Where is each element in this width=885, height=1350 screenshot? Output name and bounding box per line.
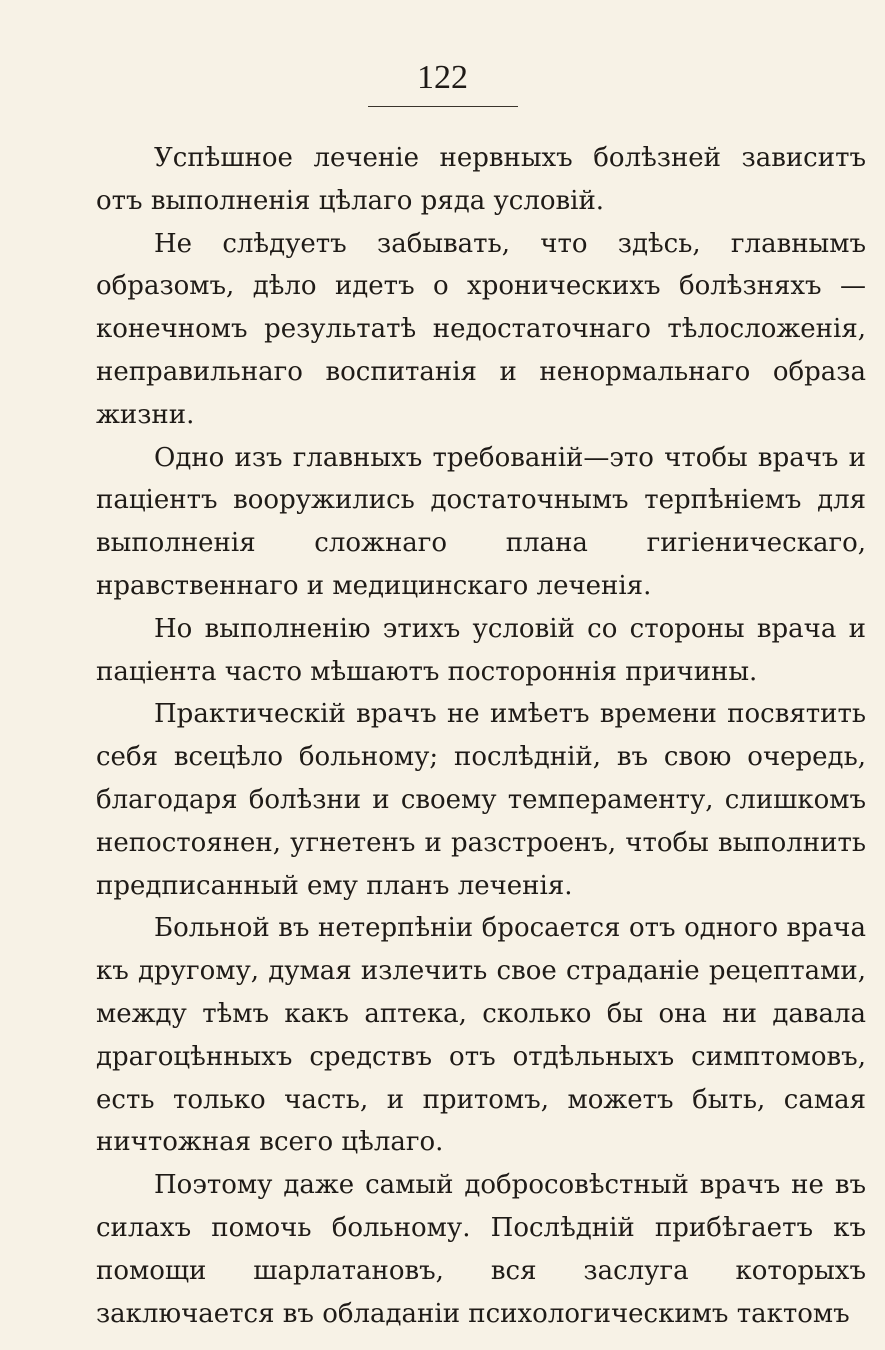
paragraph-7: Поэтому даже самый добросовѣстный врачъ не въ силахъ помочь больному. Послѣдній прибѣгаетъ къ помощи шарлатановъ, вся заслуга которыхъ заключается въ обладаніи психологическимъ тактомъ — [96, 1170, 866, 1329]
page-header — [0, 58, 885, 107]
page-body — [96, 137, 866, 1335]
paragraph-3: Одно изъ главныхъ требованій—это чтобы врачъ и паціентъ вооружились достаточнымъ терпѣніемъ для выполненія сложнаго плана гигіеническаго, нравственнаго и медицинскаго леченія. — [96, 442, 866, 601]
paragraph-4: Но выполненію этихъ условій со стороны врача и паціента часто мѣшаютъ постороннія причины. — [96, 613, 866, 687]
paragraph-6: Больной въ нетерпѣніи бросается отъ одного врача къ другому, думая излечить свое страданіе рецептами, между тѣмъ какъ аптека, сколько бы она ни давала драгоцѣнныхъ средствъ отъ отдѣльныхъ симптомовъ, есть только часть, и притомъ, можетъ быть, самая ничтожная всего цѣлаго. — [96, 913, 866, 1158]
paragraph-5: Практическій врачъ не имѣетъ времени посвятить себя всецѣло больному; послѣдній, въ свою очередь, благодаря болѣзни и своему темпераменту, слишкомъ непостоянен, угнетенъ и разстроенъ, чтобы выполнить предписанный ему планъ леченія. — [96, 699, 866, 901]
paragraph-1: Успѣшное леченіе нервныхъ болѣзней зависитъ отъ выполненія цѣлаго ряда условій. — [96, 143, 866, 216]
paragraph-2: Не слѣдуетъ забывать, что здѣсь, главнымъ образомъ, дѣло идетъ о хроническихъ болѣзняхъ — конечномъ результатѣ недостаточнаго тѣлосложенія, неправильнаго воспитанія и ненормальнаго образа жизни. — [96, 228, 866, 430]
page-number: 122 — [368, 58, 518, 107]
